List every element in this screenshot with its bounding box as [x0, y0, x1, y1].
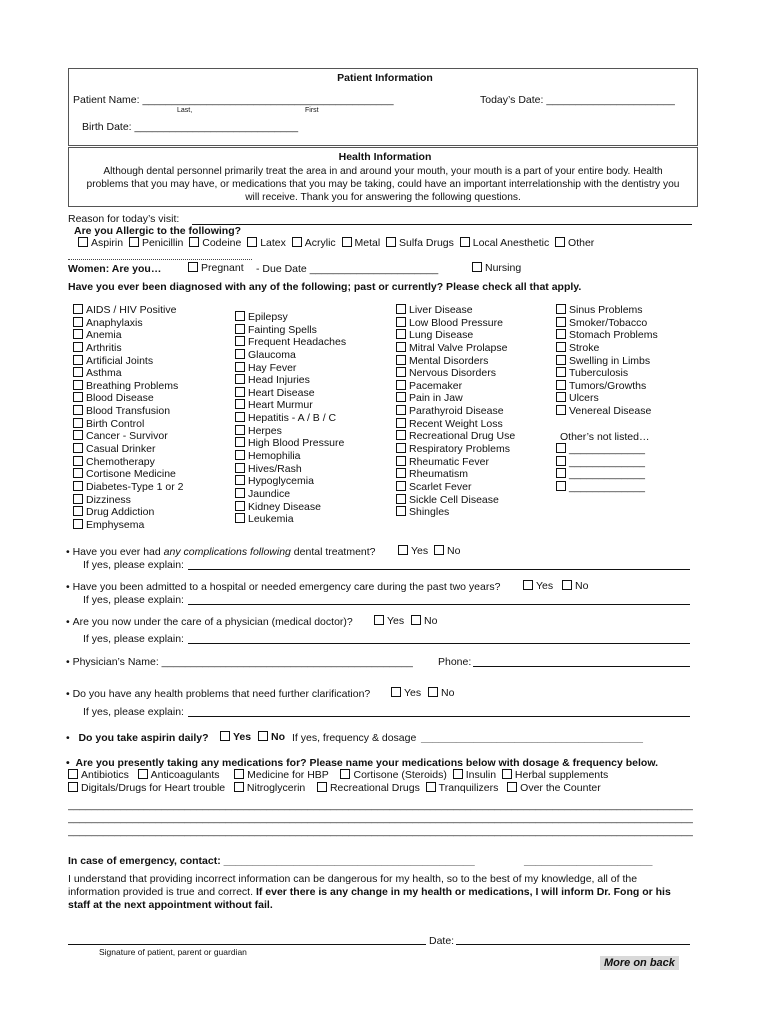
condition-item[interactable]: Respiratory Problems	[396, 443, 515, 456]
checkbox[interactable]	[396, 380, 406, 390]
checkbox[interactable]	[73, 430, 83, 440]
checkbox[interactable]	[235, 412, 245, 422]
med-herbal[interactable]: Herbal supplements	[502, 769, 608, 781]
allergy-sulfa[interactable]: Sulfa Drugs	[386, 237, 454, 249]
allergy-options	[78, 237, 594, 249]
checkbox[interactable]	[78, 237, 88, 247]
checkbox[interactable]	[235, 488, 245, 498]
checkbox[interactable]	[396, 317, 406, 327]
physician-care-explain-label: If yes, please explain:	[83, 633, 184, 645]
condition-item[interactable]: Scarlet Fever	[396, 481, 515, 494]
checkbox[interactable]	[317, 782, 327, 792]
checkbox[interactable]	[396, 418, 406, 428]
medications-question: • Are you presently taking any medications for? Please name your medications below with dosage & frequency below.	[66, 757, 659, 769]
condition-item[interactable]: High Blood Pressure	[235, 437, 346, 450]
medication-line-2[interactable]: ___________________________________________________________________________________________________________	[68, 812, 693, 824]
physician-name-field[interactable]: • Physician’s Name: ___________________________________________	[66, 656, 413, 668]
condition-item[interactable]: Pain in Jaw	[396, 392, 515, 405]
checkbox[interactable]	[247, 237, 257, 247]
checkbox[interactable]	[556, 443, 566, 453]
allergy-other[interactable]: Other	[555, 237, 594, 249]
statement-line-1: I understand that providing incorrect information can be dangerous for my health, so to the best of my knowledge, all of the	[68, 873, 638, 885]
health-intro-3: will receive. Thank you for answering the following questions.	[245, 192, 521, 203]
checkbox[interactable]	[235, 336, 245, 346]
allergy-codeine[interactable]: Codeine	[189, 237, 241, 249]
condition-item[interactable]: Rheumatic Fever	[396, 456, 515, 469]
checkbox[interactable]	[73, 317, 83, 327]
checkbox[interactable]	[396, 342, 406, 352]
aspirin-yes[interactable]: Yes	[220, 731, 251, 743]
checkbox[interactable]	[396, 506, 406, 516]
checkbox[interactable]	[73, 418, 83, 428]
condition-item[interactable]: Drug Addiction	[73, 506, 183, 519]
condition-item[interactable]: Emphysema	[73, 519, 183, 532]
med-anticoagulants[interactable]: Anticoagulants	[138, 769, 220, 781]
allergy-question: Are you Allergic to the following?	[74, 225, 242, 237]
allergy-aspirin[interactable]: Aspirin	[78, 237, 123, 249]
condition-item[interactable]: Arthritis	[73, 342, 183, 355]
condition-item[interactable]: Hay Fever	[235, 362, 346, 375]
checkbox[interactable]	[426, 782, 436, 792]
med-tranquilizers[interactable]: Tranquilizers	[426, 782, 499, 794]
condition-item[interactable]: Tuberculosis	[556, 367, 658, 380]
checkbox[interactable]	[396, 392, 406, 402]
condition-item[interactable]: Sickle Cell Disease	[396, 494, 515, 507]
condition-item[interactable]: Blood Transfusion	[73, 405, 183, 418]
checkbox[interactable]	[562, 580, 572, 590]
condition-item[interactable]: Heart Disease	[235, 387, 346, 400]
checkbox[interactable]	[73, 329, 83, 339]
checkbox[interactable]	[428, 687, 438, 697]
clarification-explain-label: If yes, please explain:	[83, 706, 184, 718]
condition-item[interactable]: Pacemaker	[396, 380, 515, 393]
patient-name-field[interactable]: Patient Name: ___________________________________________	[73, 94, 394, 106]
checkbox[interactable]	[68, 782, 78, 792]
checkbox[interactable]	[340, 769, 350, 779]
checkbox[interactable]	[374, 615, 384, 625]
checkbox[interactable]	[235, 513, 245, 523]
due-date-field[interactable]: - Due Date ______________________	[256, 263, 439, 275]
condition-item[interactable]: Lung Disease	[396, 329, 515, 342]
hospital-explain-label: If yes, please explain:	[83, 594, 184, 606]
med-digitals[interactable]: Digitals/Drugs for Heart trouble	[68, 782, 225, 794]
condition-item[interactable]: Dizziness	[73, 494, 183, 507]
checkbox[interactable]	[556, 481, 566, 491]
physician-care-explain-line[interactable]	[188, 643, 690, 644]
hospital-question: • Have you been admitted to a hospital or needed emergency care during the past two years?	[66, 581, 501, 593]
checkbox[interactable]	[556, 304, 566, 314]
other-item[interactable]: _____________	[556, 443, 645, 456]
other-item[interactable]: _____________	[556, 468, 645, 481]
other-item[interactable]: _____________	[556, 481, 645, 494]
emergency-contact-field[interactable]: In case of emergency, contact: ___________________________________________	[68, 855, 475, 867]
checkbox[interactable]	[396, 355, 406, 365]
med-otc[interactable]: Over the Counter	[507, 782, 601, 794]
medication-line-3[interactable]: ___________________________________________________________________________________________________________	[68, 825, 693, 837]
condition-item[interactable]: Hives/Rash	[235, 463, 346, 476]
checkbox[interactable]	[73, 342, 83, 352]
statement-line-3: staff at the next appointment without fail.	[68, 899, 273, 911]
condition-item[interactable]: Stomach Problems	[556, 329, 658, 342]
reason-label: Reason for today’s visit:	[68, 213, 180, 225]
signature-line[interactable]	[68, 944, 426, 945]
allergy-penicillin[interactable]: Penicillin	[129, 237, 183, 249]
patient-info-title: Patient Information	[337, 72, 433, 84]
checkbox[interactable]	[234, 769, 244, 779]
condition-item[interactable]: Leukemia	[235, 513, 346, 526]
med-antibiotics[interactable]: Antibiotics	[68, 769, 129, 781]
checkbox[interactable]	[556, 456, 566, 466]
reason-line[interactable]	[192, 224, 692, 225]
checkbox[interactable]	[73, 456, 83, 466]
checkbox[interactable]	[235, 437, 245, 447]
checkbox[interactable]	[188, 262, 198, 272]
checkbox[interactable]	[73, 443, 83, 453]
condition-item[interactable]: Nervous Disorders	[396, 367, 515, 380]
birth-date-field[interactable]: Birth Date: ____________________________	[82, 121, 299, 133]
checkbox[interactable]	[235, 374, 245, 384]
med-cortisone[interactable]: Cortisone (Steroids)	[340, 769, 446, 781]
checkbox[interactable]	[386, 237, 396, 247]
checkbox[interactable]	[556, 329, 566, 339]
allergy-acrylic[interactable]: Acrylic	[292, 237, 336, 249]
health-intro-1: Although dental personnel primarily treat the area in and around your mouth, your mouth is a part of your entire body. Health	[103, 166, 663, 177]
checkbox[interactable]	[555, 237, 565, 247]
checkbox[interactable]	[235, 324, 245, 334]
checkbox[interactable]	[396, 468, 406, 478]
last-caption: Last,	[177, 107, 193, 114]
complications-explain-label: If yes, please explain:	[83, 559, 184, 571]
checkbox[interactable]	[502, 769, 512, 779]
checkbox[interactable]	[556, 317, 566, 327]
checkbox[interactable]	[235, 425, 245, 435]
emergency-contact-phone[interactable]: ______________________	[524, 855, 653, 867]
condition-item[interactable]: Liver Disease	[396, 304, 515, 317]
other-not-listed-label: Other’s not listed…	[560, 431, 650, 443]
checkbox[interactable]	[434, 545, 444, 555]
checkbox[interactable]	[235, 399, 245, 409]
condition-item[interactable]: Recent Weight Loss	[396, 418, 515, 431]
checkbox[interactable]	[556, 367, 566, 377]
medications-row-1	[68, 769, 608, 781]
checkbox[interactable]	[235, 349, 245, 359]
physician-care-no[interactable]: No	[411, 615, 437, 627]
condition-item[interactable]: Jaundice	[235, 488, 346, 501]
checkbox[interactable]	[220, 731, 230, 741]
condition-item[interactable]: Asthma	[73, 367, 183, 380]
checkbox[interactable]	[556, 355, 566, 365]
checkbox[interactable]	[398, 545, 408, 555]
checkbox[interactable]	[235, 362, 245, 372]
condition-item[interactable]: Sinus Problems	[556, 304, 658, 317]
conditions-col-2	[235, 311, 346, 526]
clarification-yes[interactable]: Yes	[391, 687, 421, 699]
checkbox[interactable]	[396, 329, 406, 339]
condition-item[interactable]: Breathing Problems	[73, 380, 183, 393]
condition-item[interactable]: Cortisone Medicine	[73, 468, 183, 481]
more-on-back-label: More on back	[600, 956, 679, 970]
checkbox[interactable]	[235, 311, 245, 321]
signature-caption: Signature of patient, parent or guardian	[99, 947, 247, 957]
pregnant-option[interactable]: Pregnant	[188, 262, 244, 274]
conditions-col-3	[396, 304, 515, 519]
todays-date-field[interactable]: Today’s Date: ______________________	[480, 94, 675, 106]
condition-item[interactable]: Anaphylaxis	[73, 317, 183, 330]
allergy-latex[interactable]: Latex	[247, 237, 286, 249]
checkbox[interactable]	[258, 731, 268, 741]
signature-date-line[interactable]	[456, 944, 690, 945]
condition-item[interactable]: Frequent Headaches	[235, 336, 346, 349]
condition-item[interactable]: Cancer - Survivor	[73, 430, 183, 443]
checkbox[interactable]	[235, 501, 245, 511]
condition-item[interactable]: Glaucoma	[235, 349, 346, 362]
condition-item[interactable]: Tumors/Growths	[556, 380, 658, 393]
signature-date-label: Date:	[429, 935, 455, 947]
checkbox[interactable]	[235, 475, 245, 485]
allergy-metal[interactable]: Metal	[342, 237, 381, 249]
med-insulin[interactable]: Insulin	[453, 769, 496, 781]
checkbox[interactable]	[396, 481, 406, 491]
checkbox[interactable]	[556, 380, 566, 390]
checkbox[interactable]	[73, 494, 83, 504]
med-nitroglycerin[interactable]: Nitroglycerin	[234, 782, 305, 794]
med-recreational[interactable]: Recreational Drugs	[317, 782, 420, 794]
condition-item[interactable]: Casual Drinker	[73, 443, 183, 456]
condition-item[interactable]: Low Blood Pressure	[396, 317, 515, 330]
other-not-listed-col	[556, 443, 645, 494]
checkbox[interactable]	[396, 430, 406, 440]
health-info-title: Health Information	[338, 151, 432, 163]
checkbox[interactable]	[523, 580, 533, 590]
statement-line-2: information provided is true and correct. If ever there is any change in my health or medications, I will inform Dr. Fong or his	[68, 886, 671, 898]
checkbox[interactable]	[73, 355, 83, 365]
diagnosed-question: Have you ever been diagnosed with any of the following; past or currently? Please check all that apply.	[68, 281, 582, 293]
condition-item[interactable]: Parathyroid Disease	[396, 405, 515, 418]
allergy-other-line[interactable]	[68, 259, 252, 260]
checkbox[interactable]	[73, 405, 83, 415]
checkbox[interactable]	[73, 392, 83, 402]
condition-item[interactable]: Kidney Disease	[235, 501, 346, 514]
conditions-col-4	[556, 304, 658, 418]
condition-item[interactable]: Hypoglycemia	[235, 475, 346, 488]
condition-item[interactable]: Artificial Joints	[73, 355, 183, 368]
aspirin-no[interactable]: No	[258, 731, 285, 743]
checkbox[interactable]	[73, 506, 83, 516]
hospital-explain-line[interactable]	[188, 604, 690, 605]
checkbox[interactable]	[73, 367, 83, 377]
condition-item[interactable]: Hepatitis - A / B / C	[235, 412, 346, 425]
checkbox[interactable]	[460, 237, 470, 247]
clarification-no[interactable]: No	[428, 687, 454, 699]
checkbox[interactable]	[73, 481, 83, 491]
condition-item[interactable]: AIDS / HIV Positive	[73, 304, 183, 317]
checkbox[interactable]	[556, 342, 566, 352]
complications-yes[interactable]: Yes	[398, 545, 428, 557]
phone-label: Phone:	[438, 656, 472, 668]
condition-item[interactable]: Venereal Disease	[556, 405, 658, 418]
checkbox[interactable]	[396, 443, 406, 453]
medications-row-2	[68, 782, 601, 794]
condition-item[interactable]: Herpes	[235, 425, 346, 438]
condition-item[interactable]: Fainting Spells	[235, 324, 346, 337]
other-item[interactable]: _____________	[556, 456, 645, 469]
condition-item[interactable]: Rheumatism	[396, 468, 515, 481]
condition-item[interactable]: Mental Disorders	[396, 355, 515, 368]
checkbox[interactable]	[235, 387, 245, 397]
condition-item[interactable]: Hemophilia	[235, 450, 346, 463]
condition-item[interactable]: Anemia	[73, 329, 183, 342]
condition-item[interactable]: Ulcers	[556, 392, 658, 405]
aspirin-frequency-line[interactable]: ______________________________________	[421, 732, 643, 744]
complications-explain-line[interactable]	[188, 569, 690, 570]
checkbox[interactable]	[68, 769, 78, 779]
condition-item[interactable]: Swelling in Limbs	[556, 355, 658, 368]
condition-item[interactable]: Epilepsy	[235, 311, 346, 324]
aspirin-question: • Do you take aspirin daily?	[66, 732, 209, 744]
checkbox[interactable]	[129, 237, 139, 247]
condition-item[interactable]: Head Injuries	[235, 374, 346, 387]
health-intro-2: problems that you may have, or medications that you may be taking, could have an important interrelationship with the dentistry you	[86, 179, 680, 190]
checkbox[interactable]	[396, 456, 406, 466]
checkbox[interactable]	[189, 237, 199, 247]
hospital-no[interactable]: No	[562, 580, 588, 592]
condition-item[interactable]: Recreational Drug Use	[396, 430, 515, 443]
checkbox[interactable]	[396, 494, 406, 504]
nursing-option[interactable]: Nursing	[472, 262, 521, 274]
condition-item[interactable]: Chemotherapy	[73, 456, 183, 469]
checkbox[interactable]	[235, 450, 245, 460]
checkbox[interactable]	[472, 262, 482, 272]
checkbox[interactable]	[396, 405, 406, 415]
physician-care-yes[interactable]: Yes	[374, 615, 404, 627]
aspirin-frequency-label: If yes, frequency & dosage	[292, 732, 417, 744]
complications-no[interactable]: No	[434, 545, 460, 557]
condition-item[interactable]: Smoker/Tobacco	[556, 317, 658, 330]
checkbox[interactable]	[342, 237, 352, 247]
first-caption: First	[305, 107, 319, 114]
condition-item[interactable]: Stroke	[556, 342, 658, 355]
phone-line[interactable]	[473, 666, 690, 667]
checkbox[interactable]	[138, 769, 148, 779]
checkbox[interactable]	[73, 519, 83, 529]
checkbox[interactable]	[453, 769, 463, 779]
checkbox[interactable]	[507, 782, 517, 792]
med-hbp[interactable]: Medicine for HBP	[234, 769, 329, 781]
checkbox[interactable]	[556, 468, 566, 478]
condition-item[interactable]: Shingles	[396, 506, 515, 519]
checkbox[interactable]	[292, 237, 302, 247]
checkbox[interactable]	[396, 367, 406, 377]
condition-item[interactable]: Mitral Valve Prolapse	[396, 342, 515, 355]
checkbox[interactable]	[556, 392, 566, 402]
conditions-col-1	[73, 304, 183, 532]
women-label: Women: Are you…	[68, 263, 162, 275]
complications-question: • Have you ever had any complications following dental treatment?	[66, 546, 376, 558]
condition-item[interactable]: Diabetes-Type 1 or 2	[73, 481, 183, 494]
physician-care-question: • Are you now under the care of a physician (medical doctor)?	[66, 616, 353, 628]
checkbox[interactable]	[556, 405, 566, 415]
checkbox[interactable]	[396, 304, 406, 314]
checkbox[interactable]	[234, 782, 244, 792]
clarification-explain-line[interactable]	[188, 716, 690, 717]
clarification-question: • Do you have any health problems that need further clarification?	[66, 688, 371, 700]
checkbox[interactable]	[73, 468, 83, 478]
allergy-local-anesthetic[interactable]: Local Anesthetic	[460, 237, 549, 249]
condition-item[interactable]: Birth Control	[73, 418, 183, 431]
checkbox[interactable]	[73, 380, 83, 390]
checkbox[interactable]	[235, 463, 245, 473]
condition-item[interactable]: Blood Disease	[73, 392, 183, 405]
checkbox[interactable]	[411, 615, 421, 625]
checkbox[interactable]	[73, 304, 83, 314]
condition-item[interactable]: Heart Murmur	[235, 399, 346, 412]
hospital-yes[interactable]: Yes	[523, 580, 553, 592]
checkbox[interactable]	[391, 687, 401, 697]
medication-line-1[interactable]: ___________________________________________________________________________________________________________	[68, 799, 693, 811]
